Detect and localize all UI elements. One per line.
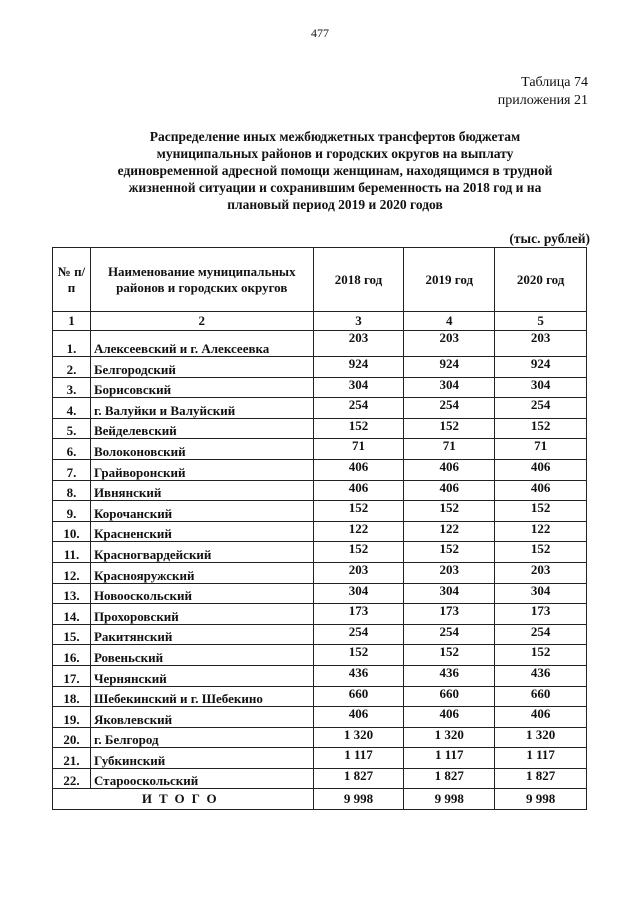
row-value-2019: 436 [404,665,495,686]
row-value-2018: 203 [313,562,404,583]
row-number: 19. [53,707,91,728]
row-district-name: Белгородский [90,357,313,378]
row-value-2019: 254 [404,624,495,645]
table-row [53,645,587,666]
row-value-2018: 71 [313,439,404,460]
row-district-name: Грайворонский [90,459,313,480]
column-number: 5 [495,312,587,331]
table-row [53,665,587,686]
table-ref-line2: приложения 21 [497,93,588,108]
row-value-2018: 254 [313,624,404,645]
column-number: 4 [404,312,495,331]
row-value-2020: 1 117 [495,748,587,769]
table-row [53,501,587,522]
row-district-name: Новооскольский [90,583,313,604]
table-row [53,768,587,789]
row-value-2018: 152 [313,418,404,439]
table-row [53,521,587,542]
total-row [53,789,587,810]
row-value-2019: 406 [404,480,495,501]
table-header-row [53,248,587,312]
row-value-2019: 152 [404,542,495,563]
row-number: 8. [53,480,91,501]
header-num: № п/п [53,248,91,312]
row-value-2020: 254 [495,398,587,419]
table-ref-line1: Таблица 74 [521,75,588,90]
row-value-2018: 173 [313,604,404,625]
row-district-name: Борисовский [90,377,313,398]
row-number: 5. [53,418,91,439]
row-district-name: Яковлевский [90,707,313,728]
row-value-2019: 406 [404,707,495,728]
table-row [53,459,587,480]
row-value-2019: 660 [404,686,495,707]
row-number: 3. [53,377,91,398]
row-district-name: Корочанский [90,501,313,522]
row-value-2019: 152 [404,645,495,666]
row-value-2018: 304 [313,377,404,398]
row-district-name: Ракитянский [90,624,313,645]
table-row [53,604,587,625]
column-number: 3 [313,312,404,331]
row-value-2020: 304 [495,583,587,604]
row-value-2020: 122 [495,521,587,542]
table-row [53,377,587,398]
transfers-table [52,247,587,810]
row-district-name: Красненский [90,521,313,542]
header-2019: 2019 год [404,248,495,312]
row-value-2020: 660 [495,686,587,707]
row-number: 15. [53,624,91,645]
row-value-2019: 1 827 [404,768,495,789]
row-district-name: Краснояружский [90,562,313,583]
row-value-2019: 406 [404,459,495,480]
row-number: 2. [53,357,91,378]
table-row [53,748,587,769]
row-value-2020: 406 [495,459,587,480]
row-number: 1. [53,331,91,357]
row-value-2018: 1 827 [313,768,404,789]
row-value-2018: 1 117 [313,748,404,769]
row-value-2019: 304 [404,377,495,398]
row-number: 9. [53,501,91,522]
row-value-2019: 924 [404,357,495,378]
header-2020: 2020 год [495,248,587,312]
row-value-2019: 173 [404,604,495,625]
row-value-2020: 203 [495,331,587,357]
table-row [53,398,587,419]
table-row [53,331,587,357]
row-value-2020: 436 [495,665,587,686]
table-row [53,480,587,501]
row-district-name: Старооскольский [90,768,313,789]
row-district-name: Губкинский [90,748,313,769]
row-value-2018: 924 [313,357,404,378]
row-value-2019: 122 [404,521,495,542]
table-row [53,583,587,604]
row-value-2018: 406 [313,707,404,728]
row-value-2019: 304 [404,583,495,604]
row-number: 10. [53,521,91,542]
table-row [53,418,587,439]
column-numbers-row [53,312,587,331]
row-value-2020: 254 [495,624,587,645]
row-value-2020: 924 [495,357,587,378]
row-value-2018: 436 [313,665,404,686]
row-value-2019: 1 320 [404,727,495,748]
row-value-2020: 304 [495,377,587,398]
row-district-name: Прохоровский [90,604,313,625]
document-title: Распределение иных межбюджетных трансфертов бюджетам муниципальных районов и городских округов на выплату единовременной адресной помощи женщинам, находящимся в трудной жизненной ситуации и сохранившим беременность на 2018 год и на плановый период 2019 и 2020 годов [117,129,553,212]
row-number: 11. [53,542,91,563]
table-row [53,562,587,583]
row-number: 17. [53,665,91,686]
row-value-2019: 1 117 [404,748,495,769]
row-number: 7. [53,459,91,480]
row-district-name: Ивнянский [90,480,313,501]
row-value-2018: 203 [313,331,404,357]
table-row [53,357,587,378]
row-value-2019: 254 [404,398,495,419]
row-district-name: г. Белгород [90,727,313,748]
table-reference [498,74,588,110]
row-number: 18. [53,686,91,707]
unit-note: (тыс. рублей) [509,231,590,246]
row-value-2020: 406 [495,480,587,501]
row-district-name: Шебекинский и г. Шебекино [90,686,313,707]
row-value-2020: 406 [495,707,587,728]
row-value-2020: 173 [495,604,587,625]
table-row [53,439,587,460]
row-value-2020: 152 [495,418,587,439]
table-row [53,542,587,563]
row-value-2018: 152 [313,542,404,563]
row-value-2018: 122 [313,521,404,542]
row-number: 14. [53,604,91,625]
row-value-2018: 254 [313,398,404,419]
total-2018: 9 998 [313,789,404,810]
total-2019: 9 998 [404,789,495,810]
row-value-2018: 152 [313,645,404,666]
column-number: 1 [53,312,91,331]
row-value-2018: 152 [313,501,404,522]
page-number: 477 [311,26,329,40]
row-number: 21. [53,748,91,769]
row-value-2020: 203 [495,562,587,583]
header-2018: 2018 год [313,248,404,312]
row-district-name: Ровеньский [90,645,313,666]
row-value-2020: 1 827 [495,768,587,789]
column-number: 2 [90,312,313,331]
row-value-2019: 203 [404,331,495,357]
row-district-name: Чернянский [90,665,313,686]
row-value-2019: 152 [404,501,495,522]
row-district-name: Волоконовский [90,439,313,460]
row-district-name: г. Валуйки и Валуйский [90,398,313,419]
table-row [53,624,587,645]
row-district-name: Вейделевский [90,418,313,439]
table-row [53,727,587,748]
total-label: ИТОГО [53,789,314,810]
row-number: 4. [53,398,91,419]
row-district-name: Алексеевский и г. Алексеевка [90,331,313,357]
row-value-2020: 152 [495,542,587,563]
row-value-2019: 152 [404,418,495,439]
row-value-2020: 152 [495,501,587,522]
row-value-2020: 152 [495,645,587,666]
row-value-2018: 304 [313,583,404,604]
row-number: 13. [53,583,91,604]
table-body [53,331,587,789]
total-2020: 9 998 [495,789,587,810]
row-number: 20. [53,727,91,748]
row-value-2019: 203 [404,562,495,583]
row-district-name: Красногвардейский [90,542,313,563]
row-value-2019: 71 [404,439,495,460]
row-value-2018: 406 [313,480,404,501]
row-number: 12. [53,562,91,583]
header-name: Наименование муниципальных районов и городских округов [90,248,313,312]
row-value-2020: 71 [495,439,587,460]
row-value-2018: 1 320 [313,727,404,748]
row-value-2018: 406 [313,459,404,480]
row-value-2020: 1 320 [495,727,587,748]
row-number: 16. [53,645,91,666]
row-number: 22. [53,768,91,789]
row-value-2018: 660 [313,686,404,707]
table-row [53,686,587,707]
row-number: 6. [53,439,91,460]
table-row [53,707,587,728]
